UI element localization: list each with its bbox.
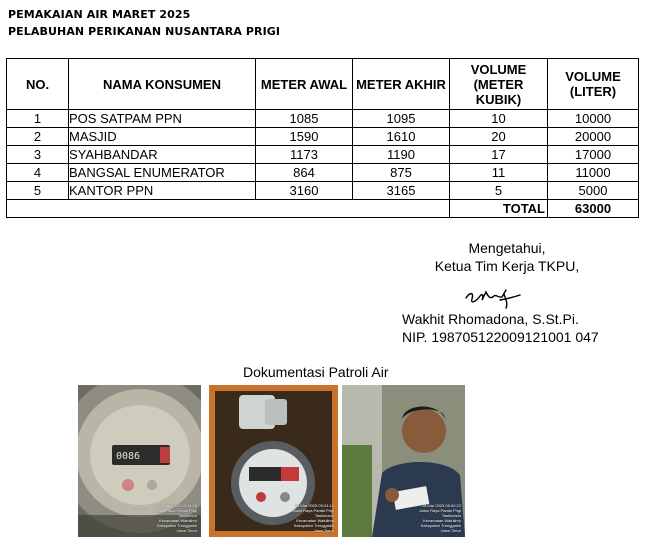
cell-no: 2 — [7, 128, 69, 146]
cell-meter-akhir: 875 — [353, 164, 450, 182]
cell-meter-akhir: 3165 — [353, 182, 450, 200]
table-row — [7, 110, 639, 128]
cell-meter-awal: 1173 — [256, 146, 353, 164]
stamp-line: Kabupaten Trenggalek — [420, 523, 461, 528]
stamp-line: Tasikmadu — [441, 513, 461, 518]
col-header-volume-m3-line2: (METER — [473, 76, 524, 92]
stamp-line: Jalan Raya Pantai Prigi — [292, 508, 334, 513]
cell-volume-liter: 11000 — [548, 164, 639, 182]
cell-volume-liter: 17000 — [548, 146, 639, 164]
water-meter-closeup-photo — [78, 385, 201, 537]
col-header-no: NO. — [7, 59, 69, 110]
col-header-nama-konsumen: NAMA KONSUMEN — [69, 59, 256, 110]
cell-volume-m3: 11 — [450, 164, 548, 182]
cell-volume-liter: 20000 — [548, 128, 639, 146]
handwritten-signature-icon — [460, 282, 524, 310]
cell-meter-akhir: 1095 — [353, 110, 450, 128]
col-header-meter-awal: METER AWAL — [256, 59, 353, 110]
cell-no: 3 — [7, 146, 69, 164]
photo-timestamp — [419, 503, 461, 533]
stamp-line: Kecamatan Watulimo — [296, 518, 334, 523]
cell-volume-m3: 17 — [450, 146, 548, 164]
signature-position: Ketua Tim Kerja TKPU, — [434, 258, 580, 274]
stamp-line: 28 Mar 2025 09:15:26 — [157, 503, 197, 508]
table-row — [7, 128, 639, 146]
cell-meter-awal: 1085 — [256, 110, 353, 128]
total-spacer — [7, 200, 450, 218]
cell-volume-liter: 5000 — [548, 182, 639, 200]
cell-meter-akhir: 1610 — [353, 128, 450, 146]
stamp-line: Jawa Timur — [176, 528, 197, 533]
stamp-line: 28 Mar 2025 09:24:10 — [294, 503, 334, 508]
cell-meter-awal: 864 — [256, 164, 353, 182]
cell-nama: BANGSAL ENUMERATOR — [69, 164, 256, 182]
cell-volume-m3: 20 — [450, 128, 548, 146]
col-header-volume-liter-line2: (LITER) — [569, 84, 617, 99]
cell-volume-liter: 10000 — [548, 110, 639, 128]
cell-nama: MASJID — [69, 128, 256, 146]
report-subtitle: PELABUHAN PERIKANAN NUSANTARA PRIGI — [8, 25, 281, 38]
cell-meter-awal: 1590 — [256, 128, 353, 146]
photo-timestamp — [292, 503, 334, 533]
cell-nama: POS SATPAM PPN — [69, 110, 256, 128]
stamp-line: Jawa Timur — [440, 528, 461, 533]
signature-acknowledged: Mengetahui, — [468, 240, 546, 256]
total-label: TOTAL — [450, 200, 548, 218]
col-header-volume-liter-line1: VOLUME — [565, 69, 621, 84]
table-total-row — [7, 200, 639, 218]
documentation-title: Dokumentasi Patroli Air — [243, 364, 389, 380]
cell-meter-awal: 3160 — [256, 182, 353, 200]
table-row — [7, 146, 639, 164]
cell-nama: SYAHBANDAR — [69, 146, 256, 164]
cell-no: 1 — [7, 110, 69, 128]
photo-timestamp — [155, 503, 197, 533]
stamp-line: Kecamatan Watulimo — [159, 518, 197, 523]
table-row — [7, 164, 639, 182]
cell-volume-m3: 5 — [450, 182, 548, 200]
stamp-line: Kabupaten Trenggalek — [156, 523, 197, 528]
stamp-line: Kecamatan Watulimo — [423, 518, 461, 523]
cell-meter-akhir: 1190 — [353, 146, 450, 164]
svg-text:0086: 0086 — [116, 451, 141, 462]
col-header-volume-m3-line1: VOLUME — [470, 61, 527, 77]
water-meter-box-photo — [209, 385, 338, 537]
stamp-line: Jalan Raya Pantai Prigi — [419, 508, 461, 513]
cell-volume-m3: 10 — [450, 110, 548, 128]
col-header-volume-m3 — [450, 59, 548, 110]
stamp-line: Kabupaten Trenggalek — [293, 523, 334, 528]
officer-writing-photo — [342, 385, 465, 537]
col-header-volume-m3-line3: KUBIK) — [475, 91, 522, 107]
cell-nama: KANTOR PPN — [69, 182, 256, 200]
table-row — [7, 182, 639, 200]
col-header-meter-akhir: METER AKHIR — [353, 59, 450, 110]
stamp-line: 28 Mar 2025 09:30:22 — [421, 503, 461, 508]
report-title: PEMAKAIAN AIR MARET 2025 — [8, 8, 191, 21]
stamp-line: Jawa Timur — [313, 528, 334, 533]
total-value: 63000 — [548, 200, 639, 218]
stamp-line: Tasikmadu — [314, 513, 334, 518]
stamp-line: Jalan Raya Pantai Prigi — [155, 508, 197, 513]
signatory-name: Wakhit Rhomadona, S.St.Pi. — [402, 311, 579, 327]
water-usage-table — [6, 58, 639, 218]
stamp-line: Tasikmadu — [177, 513, 197, 518]
col-header-volume-liter — [548, 59, 639, 110]
cell-no: 4 — [7, 164, 69, 182]
signatory-nip: NIP. 198705122009121001 047 — [402, 329, 599, 345]
cell-no: 5 — [7, 182, 69, 200]
table-header-row — [7, 59, 639, 110]
